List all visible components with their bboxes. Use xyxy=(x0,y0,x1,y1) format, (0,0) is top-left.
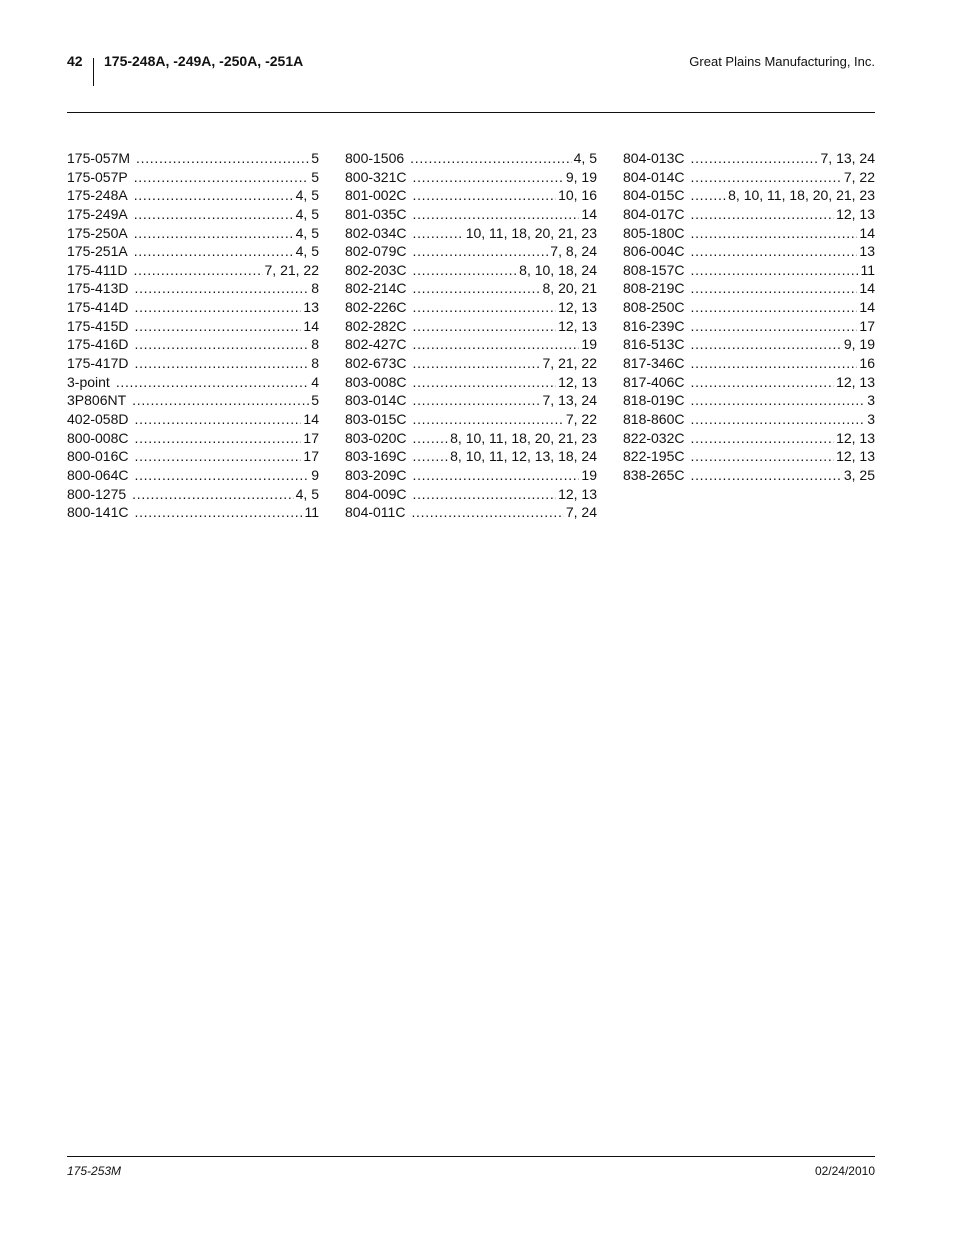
index-pages: 14 xyxy=(859,224,875,241)
index-term: 175-249A xyxy=(67,205,128,222)
index-entry xyxy=(623,224,875,243)
document-title: 175-248A, -249A, -250A, -251A xyxy=(104,53,304,69)
page-number: 42 xyxy=(67,53,83,69)
dot-leader xyxy=(413,317,557,336)
dot-leader xyxy=(135,503,303,522)
index-entry xyxy=(623,298,875,317)
index-pages: 17 xyxy=(303,448,319,465)
index-pages: 7, 24 xyxy=(565,504,597,521)
index-term: 802-214C xyxy=(345,280,407,297)
index-entry xyxy=(67,354,319,373)
index-pages: 12, 13 xyxy=(836,205,875,222)
index-pages: 13 xyxy=(303,299,319,316)
index-pages: 14 xyxy=(303,410,319,427)
index-pages: 12, 13 xyxy=(558,317,597,334)
dot-leader xyxy=(135,335,310,354)
index-pages: 3, 25 xyxy=(843,466,875,483)
index-entry xyxy=(67,168,319,187)
index-entry xyxy=(345,149,597,168)
index-term: 818-860C xyxy=(623,410,685,427)
dot-leader xyxy=(134,242,294,261)
index-term: 804-015C xyxy=(623,187,685,204)
index-pages: 12, 13 xyxy=(836,373,875,390)
index-term: 800-008C xyxy=(67,429,129,446)
dot-leader xyxy=(413,447,449,466)
index-term: 802-079C xyxy=(345,243,407,260)
dot-leader xyxy=(413,168,564,187)
dot-leader xyxy=(135,354,310,373)
dot-leader xyxy=(135,429,302,448)
dot-leader xyxy=(691,373,835,392)
index-term: 822-195C xyxy=(623,448,685,465)
index-term: 801-002C xyxy=(345,187,407,204)
index-entry xyxy=(623,317,875,336)
dot-leader xyxy=(134,168,309,187)
index-entry xyxy=(345,168,597,187)
index-pages: 7, 8, 24 xyxy=(550,243,597,260)
index-term: 175-248A xyxy=(67,187,128,204)
index-pages: 3 xyxy=(867,410,875,427)
dot-leader xyxy=(134,224,294,243)
index-term: 175-250A xyxy=(67,224,128,241)
index-term: 803-169C xyxy=(345,448,407,465)
index-pages: 9, 19 xyxy=(565,168,597,185)
index-pages: 4, 5 xyxy=(295,243,319,260)
index-entry xyxy=(345,410,597,429)
index-term: 806-004C xyxy=(623,243,685,260)
index-entry xyxy=(345,261,597,280)
index-pages: 8 xyxy=(311,355,319,372)
index-pages: 4, 5 xyxy=(295,205,319,222)
index-entry xyxy=(623,186,875,205)
footer-date: 02/24/2010 xyxy=(814,1164,875,1178)
index-term: 816-513C xyxy=(623,336,685,353)
dot-leader xyxy=(413,224,464,243)
index-term: 808-157C xyxy=(623,261,685,278)
index-entry xyxy=(67,447,319,466)
dot-leader xyxy=(135,410,302,429)
index-entry xyxy=(67,242,319,261)
dot-leader xyxy=(413,261,518,280)
index-pages: 8 xyxy=(311,280,319,297)
dot-leader xyxy=(691,205,835,224)
index-pages: 8, 10, 11, 18, 20, 21, 23 xyxy=(450,429,597,446)
index-pages: 9 xyxy=(311,466,319,483)
index-entry xyxy=(345,503,597,522)
index-term: 804-017C xyxy=(623,205,685,222)
index-pages: 14 xyxy=(859,280,875,297)
index-term: 175-416D xyxy=(67,336,129,353)
index-pages: 5 xyxy=(311,168,319,185)
dot-leader xyxy=(413,429,449,448)
dot-leader xyxy=(691,410,866,429)
index-term: 805-180C xyxy=(623,224,685,241)
index-pages: 4, 5 xyxy=(295,187,319,204)
index-term: 822-032C xyxy=(623,429,685,446)
index-entry xyxy=(67,317,319,336)
index-pages: 7, 21, 22 xyxy=(542,355,597,372)
index-term: 801-035C xyxy=(345,205,407,222)
index-entry xyxy=(345,447,597,466)
index-entry xyxy=(623,391,875,410)
index-entry xyxy=(623,410,875,429)
index-entry xyxy=(623,373,875,392)
index-entry xyxy=(345,205,597,224)
index-entry xyxy=(345,373,597,392)
index-term: 802-673C xyxy=(345,355,407,372)
index-entry xyxy=(67,485,319,504)
dot-leader xyxy=(116,373,309,392)
index-term: 803-209C xyxy=(345,466,407,483)
index-entry xyxy=(67,186,319,205)
index-entry xyxy=(67,391,319,410)
index-term: 800-1275 xyxy=(67,485,127,502)
index-term: 803-008C xyxy=(345,373,407,390)
index-term: 3P806NT xyxy=(67,392,127,409)
index-pages: 8 xyxy=(311,336,319,353)
index-entry xyxy=(345,279,597,298)
dot-leader xyxy=(691,466,842,485)
index-pages: 14 xyxy=(303,317,319,334)
index-entry xyxy=(67,429,319,448)
index-entry xyxy=(623,429,875,448)
index-entry xyxy=(623,242,875,261)
header-divider xyxy=(93,58,94,86)
index-term: 3-point xyxy=(67,373,110,390)
dot-leader xyxy=(132,391,309,410)
index-term: 816-239C xyxy=(623,317,685,334)
index-pages: 10, 11, 18, 20, 21, 23 xyxy=(465,224,597,241)
dot-leader xyxy=(691,391,866,410)
index-pages: 13 xyxy=(859,243,875,260)
index-pages: 14 xyxy=(859,299,875,316)
index-term: 802-427C xyxy=(345,336,407,353)
index-entry xyxy=(345,335,597,354)
dot-leader xyxy=(691,261,859,280)
dot-leader xyxy=(413,391,541,410)
dot-leader xyxy=(691,317,858,336)
index-entry xyxy=(345,485,597,504)
dot-leader xyxy=(691,335,842,354)
index-term: 804-011C xyxy=(345,504,406,521)
dot-leader xyxy=(135,298,302,317)
dot-leader xyxy=(413,205,580,224)
dot-leader xyxy=(413,485,557,504)
dot-leader xyxy=(691,224,858,243)
dot-leader xyxy=(691,298,858,317)
index-entry xyxy=(67,224,319,243)
dot-leader xyxy=(413,298,557,317)
index-entry xyxy=(345,242,597,261)
dot-leader xyxy=(691,242,858,261)
index-term: 802-282C xyxy=(345,317,407,334)
index-pages: 11 xyxy=(304,504,319,521)
footer-doc-number: 175-253M xyxy=(67,1164,122,1178)
index-entry xyxy=(67,335,319,354)
index-pages: 12, 13 xyxy=(558,299,597,316)
index-entry xyxy=(623,335,875,354)
dot-leader xyxy=(691,186,727,205)
index-pages: 12, 13 xyxy=(836,429,875,446)
dot-leader xyxy=(135,466,310,485)
index-term: 800-016C xyxy=(67,448,129,465)
index-entry xyxy=(623,279,875,298)
index-entry xyxy=(67,205,319,224)
index-entry xyxy=(67,261,319,280)
index-term: 800-064C xyxy=(67,466,129,483)
index-term: 175-417D xyxy=(67,355,129,372)
index-pages: 16 xyxy=(859,355,875,372)
dot-leader xyxy=(413,279,541,298)
index-term: 808-219C xyxy=(623,280,685,297)
dot-leader xyxy=(135,447,302,466)
dot-leader xyxy=(413,466,580,485)
index-term: 175-414D xyxy=(67,299,129,316)
index-term: 175-057P xyxy=(67,168,128,185)
index-term: 800-321C xyxy=(345,168,407,185)
dot-leader xyxy=(691,429,835,448)
index-term: 175-415D xyxy=(67,317,129,334)
index-pages: 7, 22 xyxy=(565,410,597,427)
index-column xyxy=(623,149,875,485)
index-pages: 5 xyxy=(311,150,319,166)
dot-leader xyxy=(691,168,842,187)
index-entry xyxy=(345,354,597,373)
index-term: 804-014C xyxy=(623,168,685,185)
index-entry xyxy=(623,261,875,280)
index-pages: 4, 5 xyxy=(573,150,597,166)
index-entry xyxy=(67,410,319,429)
index-term: 803-015C xyxy=(345,410,407,427)
index-term: 802-203C xyxy=(345,261,407,278)
index-entry xyxy=(67,279,319,298)
index-entry xyxy=(67,149,319,168)
index-term: 800-1506 xyxy=(345,150,405,166)
index-entry xyxy=(67,298,319,317)
dot-leader xyxy=(135,317,302,336)
index-term: 808-250C xyxy=(623,299,685,316)
dot-leader xyxy=(413,242,549,261)
dot-leader xyxy=(136,149,309,168)
index-pages: 17 xyxy=(859,317,875,334)
index-pages: 12, 13 xyxy=(558,373,597,390)
index-term: 818-019C xyxy=(623,392,685,409)
index-term: 175-057M xyxy=(67,150,131,166)
index-term: 175-251A xyxy=(67,243,128,260)
index-term: 402-058D xyxy=(67,410,129,427)
dot-leader xyxy=(691,354,858,373)
dot-leader xyxy=(413,335,580,354)
index-entry xyxy=(623,354,875,373)
index-term: 803-020C xyxy=(345,429,407,446)
index-pages: 4 xyxy=(311,373,319,390)
header-rule xyxy=(67,112,875,113)
index-column xyxy=(67,149,319,522)
index-entry xyxy=(67,466,319,485)
index-pages: 12, 13 xyxy=(836,448,875,465)
index-term: 817-406C xyxy=(623,373,685,390)
index-pages: 8, 10, 11, 12, 13, 18, 24 xyxy=(450,448,597,465)
dot-leader xyxy=(132,485,293,504)
index-column xyxy=(345,149,597,522)
index-pages: 8, 10, 11, 18, 20, 21, 23 xyxy=(728,187,875,204)
dot-leader xyxy=(691,279,858,298)
index-pages: 10, 16 xyxy=(558,187,597,204)
index-pages: 7, 21, 22 xyxy=(264,261,319,278)
index-pages: 5 xyxy=(311,392,319,409)
index-pages: 8, 20, 21 xyxy=(542,280,597,297)
dot-leader xyxy=(691,149,819,168)
company-name: Great Plains Manufacturing, Inc. xyxy=(689,54,875,69)
index-pages: 8, 10, 18, 24 xyxy=(519,261,597,278)
index-entry xyxy=(345,224,597,243)
index-pages: 7, 13, 24 xyxy=(820,150,875,166)
index-entry xyxy=(345,317,597,336)
index-entry xyxy=(345,298,597,317)
index-entry xyxy=(345,466,597,485)
dot-leader xyxy=(134,186,294,205)
dot-leader xyxy=(411,503,563,522)
footer-rule xyxy=(67,1156,875,1157)
index-pages: 14 xyxy=(581,205,597,222)
page-header xyxy=(67,52,875,88)
dot-leader xyxy=(135,279,310,298)
index-term: 804-009C xyxy=(345,485,407,502)
index-term: 803-014C xyxy=(345,392,407,409)
index-term: 175-413D xyxy=(67,280,129,297)
index-entry xyxy=(623,168,875,187)
index-entry xyxy=(67,503,319,522)
index-pages: 9, 19 xyxy=(843,336,875,353)
index-entry xyxy=(623,447,875,466)
index-entry xyxy=(345,186,597,205)
index-term: 175-411D xyxy=(67,261,128,278)
index-entry xyxy=(345,391,597,410)
index-pages: 7, 22 xyxy=(843,168,875,185)
dot-leader xyxy=(413,373,557,392)
index-pages: 12, 13 xyxy=(558,485,597,502)
dot-leader xyxy=(413,354,541,373)
index-entry xyxy=(67,373,319,392)
index-pages: 4, 5 xyxy=(295,224,319,241)
index-pages: 11 xyxy=(860,261,875,278)
index-pages: 3 xyxy=(867,392,875,409)
dot-leader xyxy=(413,186,557,205)
dot-leader xyxy=(410,149,571,168)
index-pages: 4, 5 xyxy=(295,485,319,502)
index-term: 802-226C xyxy=(345,299,407,316)
dot-leader xyxy=(134,205,294,224)
dot-leader xyxy=(413,410,564,429)
dot-leader xyxy=(133,261,262,280)
index-term: 802-034C xyxy=(345,224,407,241)
index-term: 804-013C xyxy=(623,150,685,166)
index-pages: 7, 13, 24 xyxy=(542,392,597,409)
index-pages: 17 xyxy=(303,429,319,446)
index-term: 817-346C xyxy=(623,355,685,372)
index-pages: 19 xyxy=(581,466,597,483)
index-entry xyxy=(623,149,875,168)
index-entry xyxy=(623,205,875,224)
index-entry xyxy=(623,466,875,485)
dot-leader xyxy=(691,447,835,466)
index-pages: 19 xyxy=(581,336,597,353)
index-term: 838-265C xyxy=(623,466,685,483)
index-term: 800-141C xyxy=(67,504,129,521)
index-entry xyxy=(345,429,597,448)
